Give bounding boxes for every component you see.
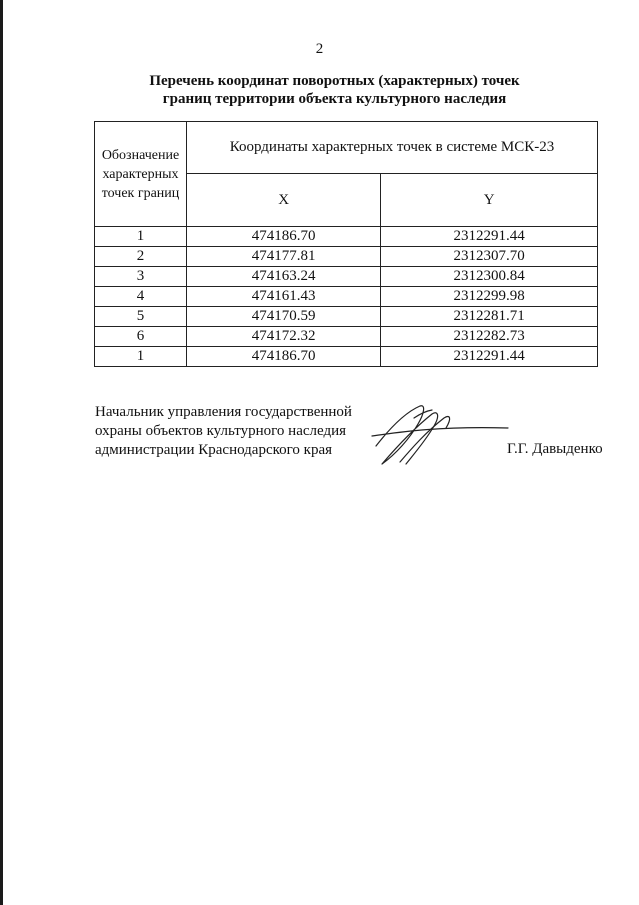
cell-point: 5 xyxy=(95,307,187,327)
cell-y: 2312291.44 xyxy=(381,347,598,367)
position-line-2: охраны объектов культурного наследия xyxy=(95,423,347,439)
header-x: X xyxy=(187,174,381,227)
signatory-position xyxy=(95,403,352,460)
table-row xyxy=(95,307,598,327)
header-designation-line-1: Обозначение xyxy=(101,147,180,163)
header-designation-line-2: характерных xyxy=(102,166,179,182)
cell-y: 2312282.73 xyxy=(381,327,598,347)
title-line-2: границ территории объекта культурного наследия xyxy=(162,91,507,107)
title-line-1: Перечень координат поворотных (характерных) точек xyxy=(149,73,520,89)
cell-point: 4 xyxy=(95,287,187,307)
page-number: 2 xyxy=(315,41,324,57)
cell-x: 474170.59 xyxy=(187,307,381,327)
cell-point: 1 xyxy=(95,227,187,247)
cell-point: 3 xyxy=(95,267,187,287)
header-point-designation xyxy=(95,122,187,227)
table-row xyxy=(95,227,598,247)
header-designation-line-3: точек границ xyxy=(101,185,180,201)
signatory-name: Г.Г. Давыденко xyxy=(507,441,603,457)
table-row xyxy=(95,267,598,287)
cell-point: 2 xyxy=(95,247,187,267)
coordinates-table xyxy=(94,121,598,367)
table-row xyxy=(95,347,598,367)
table-row xyxy=(95,247,598,267)
header-y: Y xyxy=(381,174,598,227)
cell-y: 2312291.44 xyxy=(381,227,598,247)
cell-y: 2312307.70 xyxy=(381,247,598,267)
page-left-edge xyxy=(0,0,3,905)
cell-point: 6 xyxy=(95,327,187,347)
cell-x: 474186.70 xyxy=(187,227,381,247)
cell-y: 2312300.84 xyxy=(381,267,598,287)
cell-x: 474161.43 xyxy=(187,287,381,307)
table-row xyxy=(95,287,598,307)
cell-x: 474163.24 xyxy=(187,267,381,287)
cell-y: 2312281.71 xyxy=(381,307,598,327)
document-title xyxy=(0,72,639,108)
header-coordinate-system: Координаты характерных точек в системе МСК-23 xyxy=(187,122,598,174)
cell-point: 1 xyxy=(95,347,187,367)
cell-x: 474186.70 xyxy=(187,347,381,367)
cell-x: 474177.81 xyxy=(187,247,381,267)
table-row xyxy=(95,327,598,347)
position-line-3: администрации Краснодарского края xyxy=(95,442,333,458)
position-line-1: Начальник управления государственной xyxy=(95,404,352,420)
cell-x: 474172.32 xyxy=(187,327,381,347)
cell-y: 2312299.98 xyxy=(381,287,598,307)
handwritten-signature xyxy=(360,398,510,473)
